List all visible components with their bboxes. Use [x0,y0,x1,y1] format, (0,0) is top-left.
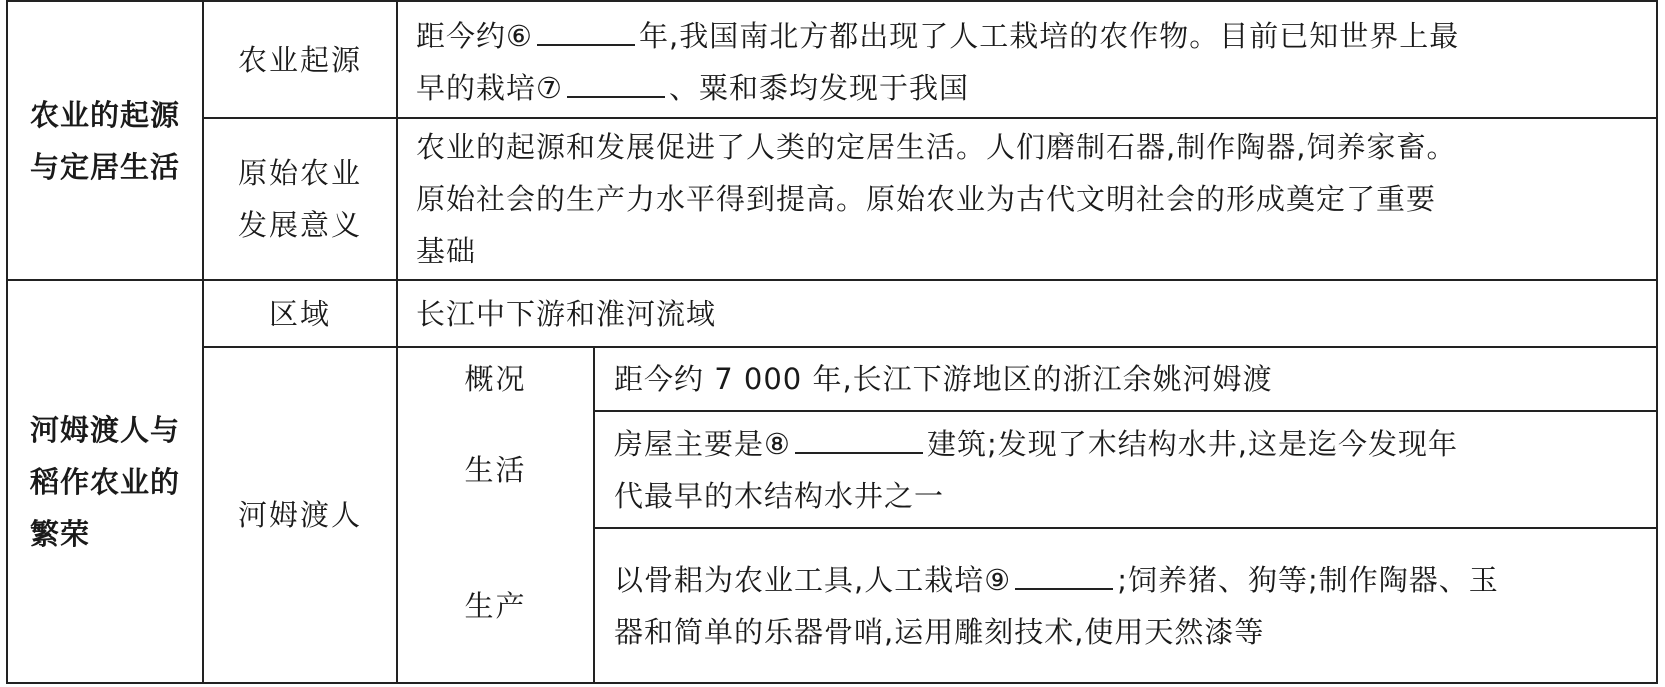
content-cell [416,6,1652,117]
answer-blank-6[interactable] [537,14,635,46]
summary-table [6,0,1658,684]
row-label: 农业起源 [237,42,362,77]
text-segment: ;饲养猪、狗等;制作陶器、玉 [1117,562,1499,597]
content-cell [614,412,1654,527]
row-label-cell [204,281,396,346]
category-line: 与定居生活 [29,149,180,184]
answer-blank-7[interactable] [567,66,665,98]
content-line: 代最早的木结构水井之一 [614,478,945,513]
content-cell [614,529,1654,682]
group-label: 河姆渡人 [237,498,362,532]
content-line: 基础 [416,234,477,268]
text-segment: 以骨耜为农业工具,人工栽培⑨ [614,562,1012,597]
row-label-line: 发展意义 [237,208,362,242]
answer-blank-8[interactable] [795,422,923,454]
content-line: 长江中下游和淮河流域 [416,296,717,331]
content-line: 农业的起源和发展促进了人类的定居生活。人们磨制石器,制作陶器,饲养家畜。 [416,130,1457,164]
text-segment: 早的栽培⑦ [416,70,563,105]
content-cell [614,348,1654,410]
category-line: 稻作农业的 [29,464,180,499]
group-label-cell [204,348,396,682]
category-cell [8,281,202,682]
table-border-right [1656,0,1658,684]
row-label-cell [204,119,396,279]
text-segment: 年,我国南北方都出现了人工栽培的农作物。目前已知世界上最 [639,18,1460,53]
content-cell [416,281,1652,346]
sub-label-cell [398,412,593,527]
content-cell [416,119,1652,279]
category-line: 农业的起源 [29,97,180,132]
sub-label-cell [398,348,593,410]
text-segment: 房屋主要是⑧ [614,426,791,461]
category-line: 繁荣 [29,516,90,551]
table-border-bottom [6,682,1658,684]
text-segment: 、粟和黍均发现于我国 [669,70,970,105]
sub-label: 生产 [464,588,527,623]
text-segment: 距今约⑥ [416,18,533,53]
answer-blank-9[interactable] [1015,558,1113,590]
text-segment: 建筑;发现了木结构水井,这是迄今发现年 [927,426,1458,461]
row-label-line: 原始农业 [237,156,362,190]
content-line: 原始社会的生产力水平得到提高。原始农业为古代文明社会的形成奠定了重要 [416,182,1437,216]
column-divider [593,346,595,684]
sub-label-cell [398,529,593,682]
category-cell [8,2,202,279]
content-line: 器和简单的乐器骨哨,运用雕刻技术,使用天然漆等 [614,614,1265,649]
sub-label: 生活 [464,452,527,487]
row-label: 区域 [268,296,331,331]
category-line: 河姆渡人与 [29,412,180,447]
sub-label: 概况 [464,362,527,396]
row-label-cell [204,2,396,117]
content-line: 距今约 7 000 年,长江下游地区的浙江余姚河姆渡 [614,362,1273,396]
